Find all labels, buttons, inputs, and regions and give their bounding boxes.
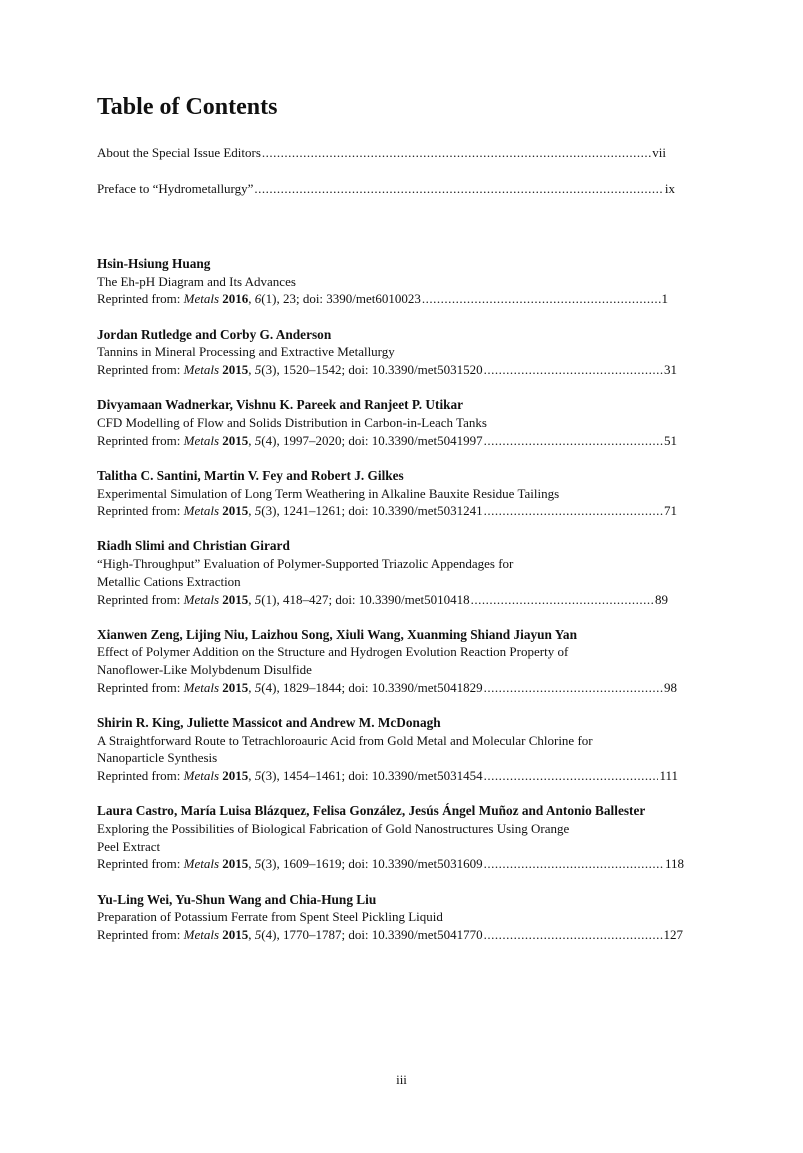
citation-rest: (4), 1829–1844; doi: 10.3390/met5041829 <box>261 679 483 695</box>
toc-page: 127 <box>663 927 683 943</box>
entry-title: Tannins in Mineral Processing and Extractive Metallurgy <box>97 344 395 360</box>
entry-reference: Reprinted from: Metals 2015 , 5 (3), 1454–1461; doi: 10.3390/met5031454 ..... 111 <box>97 767 678 785</box>
journal-name: Metals <box>183 362 220 378</box>
entry-reference: Reprinted from: Metals 2015 , 5 (1), 418–427; doi: 10.3390/met5010418 ..... 89 <box>97 591 668 609</box>
year: 2015 <box>222 927 249 943</box>
journal-name: Metals <box>183 856 220 872</box>
reprinted-prefix: Reprinted from: <box>97 768 184 784</box>
entry-reference: Reprinted from: Metals 2016 , 6 (1), 23; doi: 3390/met6010023 ..... 1 <box>97 290 668 308</box>
citation-rest: (1), 23; doi: 3390/met6010023 <box>261 291 421 307</box>
year: 2015 <box>222 362 249 378</box>
toc-page: 1 <box>661 291 668 307</box>
reprinted-prefix: Reprinted from: <box>97 362 184 378</box>
year: 2015 <box>222 768 249 784</box>
year: 2015 <box>222 503 249 519</box>
entry-title: Peel Extract <box>97 838 161 854</box>
journal-name: Metals <box>183 503 220 519</box>
entry-title: Experimental Simulation of Long Term Weathering in Alkaline Bauxite Residue Tailings <box>97 485 560 501</box>
journal-name: Metals <box>183 768 220 784</box>
toc-entries <box>97 255 683 961</box>
page-title: Table of Contents <box>97 94 278 120</box>
journal-name: Metals <box>183 679 220 695</box>
toc-entry[interactable] <box>97 891 683 944</box>
entry-title: Metallic Cations Extraction <box>97 573 241 589</box>
volume: 5 <box>254 362 262 378</box>
entry-authors: Shirin R. King, Juliette Massicot and Andrew M. McDonagh <box>97 715 441 731</box>
year: 2016 <box>222 291 249 307</box>
toc-entry[interactable] <box>97 326 683 379</box>
volume: 5 <box>254 679 262 695</box>
toc-entry[interactable] <box>97 802 683 873</box>
year: 2015 <box>222 432 249 448</box>
entry-title: A Straightforward Route to Tetrachloroauric Acid from Gold Metal and Molecular Chlorine for <box>97 732 593 748</box>
entry-reference: Reprinted from: Metals 2015 , 5 (3), 1609–1619; doi: 10.3390/met5031609 ..... 118 <box>97 855 684 873</box>
dot-leader <box>422 290 661 308</box>
journal-name: Metals <box>183 927 220 943</box>
toc-entry[interactable] <box>97 467 683 520</box>
toc-page: ix <box>664 181 675 196</box>
dot-leader <box>484 855 664 873</box>
toc-page: 31 <box>664 362 677 378</box>
volume: 5 <box>254 591 262 607</box>
dot-leader <box>484 679 663 697</box>
toc-front-item[interactable] <box>97 145 666 161</box>
toc-page: vii <box>652 145 666 160</box>
citation-rest: (3), 1454–1461; doi: 10.3390/met5031454 <box>261 768 483 784</box>
entry-reference: Reprinted from: Metals 2015 , 5 (4), 1997–2020; doi: 10.3390/met5041997 ..... 51 <box>97 432 677 450</box>
volume: 5 <box>254 856 262 872</box>
toc-entry[interactable] <box>97 714 683 785</box>
volume: 5 <box>254 432 262 448</box>
entry-title: Exploring the Possibilities of Biological Fabrication of Gold Nanostructures Using Orange <box>97 821 570 837</box>
journal-name: Metals <box>183 591 220 607</box>
entry-reference: Reprinted from: Metals 2015 , 5 (3), 1241–1261; doi: 10.3390/met5031241 ..... 71 <box>97 502 677 520</box>
toc-label: Preface to “Hydrometallurgy” <box>97 181 254 196</box>
volume: 6 <box>254 291 262 307</box>
entry-title: The Eh-pH Diagram and Its Advances <box>97 273 296 289</box>
entry-reference: Reprinted from: Metals 2015 , 5 (4), 1829–1844; doi: 10.3390/met5041829 ..... 98 <box>97 679 677 697</box>
dot-leader <box>254 181 663 197</box>
dot-leader <box>484 926 663 944</box>
dot-leader <box>484 767 659 785</box>
dot-leader <box>471 591 654 609</box>
year: 2015 <box>222 856 249 872</box>
citation-rest: (3), 1241–1261; doi: 10.3390/met5031241 <box>261 503 483 519</box>
reprinted-prefix: Reprinted from: <box>97 291 184 307</box>
volume: 5 <box>254 503 262 519</box>
volume: 5 <box>254 768 262 784</box>
entry-title: CFD Modelling of Flow and Solids Distribution in Carbon-in-Leach Tanks <box>97 414 487 430</box>
reprinted-prefix: Reprinted from: <box>97 927 184 943</box>
toc-entry[interactable] <box>97 537 683 608</box>
dot-leader <box>484 361 663 379</box>
citation-rest: (3), 1520–1542; doi: 10.3390/met5031520 <box>261 362 483 378</box>
toc-page: 89 <box>655 591 668 607</box>
entry-title: Preparation of Potassium Ferrate from Spent Steel Pickling Liquid <box>97 909 443 925</box>
entry-reference: Reprinted from: Metals 2015 , 5 (4), 1770–1787; doi: 10.3390/met5041770 ..... 127 <box>97 926 683 944</box>
entry-authors: Jordan Rutledge and Corby G. Anderson <box>97 326 332 342</box>
toc-entry[interactable] <box>97 255 683 308</box>
entry-title: “High-Throughput” Evaluation of Polymer-Supported Triazolic Appendages for <box>97 556 514 572</box>
citation-rest: (1), 418–427; doi: 10.3390/met5010418 <box>261 591 470 607</box>
volume: 5 <box>254 927 262 943</box>
entry-authors: Divyamaan Wadnerkar, Vishnu K. Pareek and Ranjeet P. Utikar <box>97 397 464 413</box>
toc-page: 51 <box>664 432 677 448</box>
citation-rest: (3), 1609–1619; doi: 10.3390/met5031609 <box>261 856 483 872</box>
entry-title: Effect of Polymer Addition on the Structure and Hydrogen Evolution Reaction Property of <box>97 644 569 660</box>
toc-entry[interactable] <box>97 626 683 697</box>
reprinted-prefix: Reprinted from: <box>97 503 184 519</box>
citation-rest: (4), 1997–2020; doi: 10.3390/met5041997 <box>261 432 483 448</box>
reprinted-prefix: Reprinted from: <box>97 856 184 872</box>
year: 2015 <box>222 679 249 695</box>
journal-name: Metals <box>183 291 220 307</box>
toc-page: 71 <box>664 503 677 519</box>
dot-leader <box>262 145 651 161</box>
entry-authors: Hsin-Hsiung Huang <box>97 256 211 271</box>
entry-reference: Reprinted from: Metals 2015 , 5 (3), 1520–1542; doi: 10.3390/met5031520 ..... 31 <box>97 361 677 379</box>
toc-entry[interactable] <box>97 396 683 449</box>
toc-page: 111 <box>659 768 678 784</box>
entry-authors: Yu-Ling Wei, Yu-Shun Wang and Chia-Hung Liu <box>97 891 377 907</box>
toc-front-item[interactable] <box>97 181 675 197</box>
entry-authors: Riadh Slimi and Christian Girard <box>97 538 290 554</box>
toc-page: 118 <box>664 856 684 872</box>
citation-rest: (4), 1770–1787; doi: 10.3390/met5041770 <box>261 927 483 943</box>
entry-authors: Talitha C. Santini, Martin V. Fey and Robert J. Gilkes <box>97 467 404 483</box>
entry-title: Nanoflower-Like Molybdenum Disulfide <box>97 662 312 678</box>
year: 2015 <box>222 591 249 607</box>
dot-leader <box>484 432 663 450</box>
reprinted-prefix: Reprinted from: <box>97 432 184 448</box>
toc-page: 98 <box>664 679 677 695</box>
dot-leader <box>484 502 663 520</box>
page-number: iii <box>396 1072 407 1087</box>
entry-authors: Xianwen Zeng, Lijing Niu, Laizhou Song, Xiuli Wang, Xuanming Shiand Jiayun Yan <box>97 626 577 642</box>
journal-name: Metals <box>183 432 220 448</box>
entry-authors: Laura Castro, María Luisa Blázquez, Felisa González, Jesús Ángel Muñoz and Antonio Ballester <box>97 803 646 819</box>
toc-label: About the Special Issue Editors <box>97 145 261 160</box>
reprinted-prefix: Reprinted from: <box>97 679 184 695</box>
reprinted-prefix: Reprinted from: <box>97 591 184 607</box>
entry-title: Nanoparticle Synthesis <box>97 750 218 766</box>
